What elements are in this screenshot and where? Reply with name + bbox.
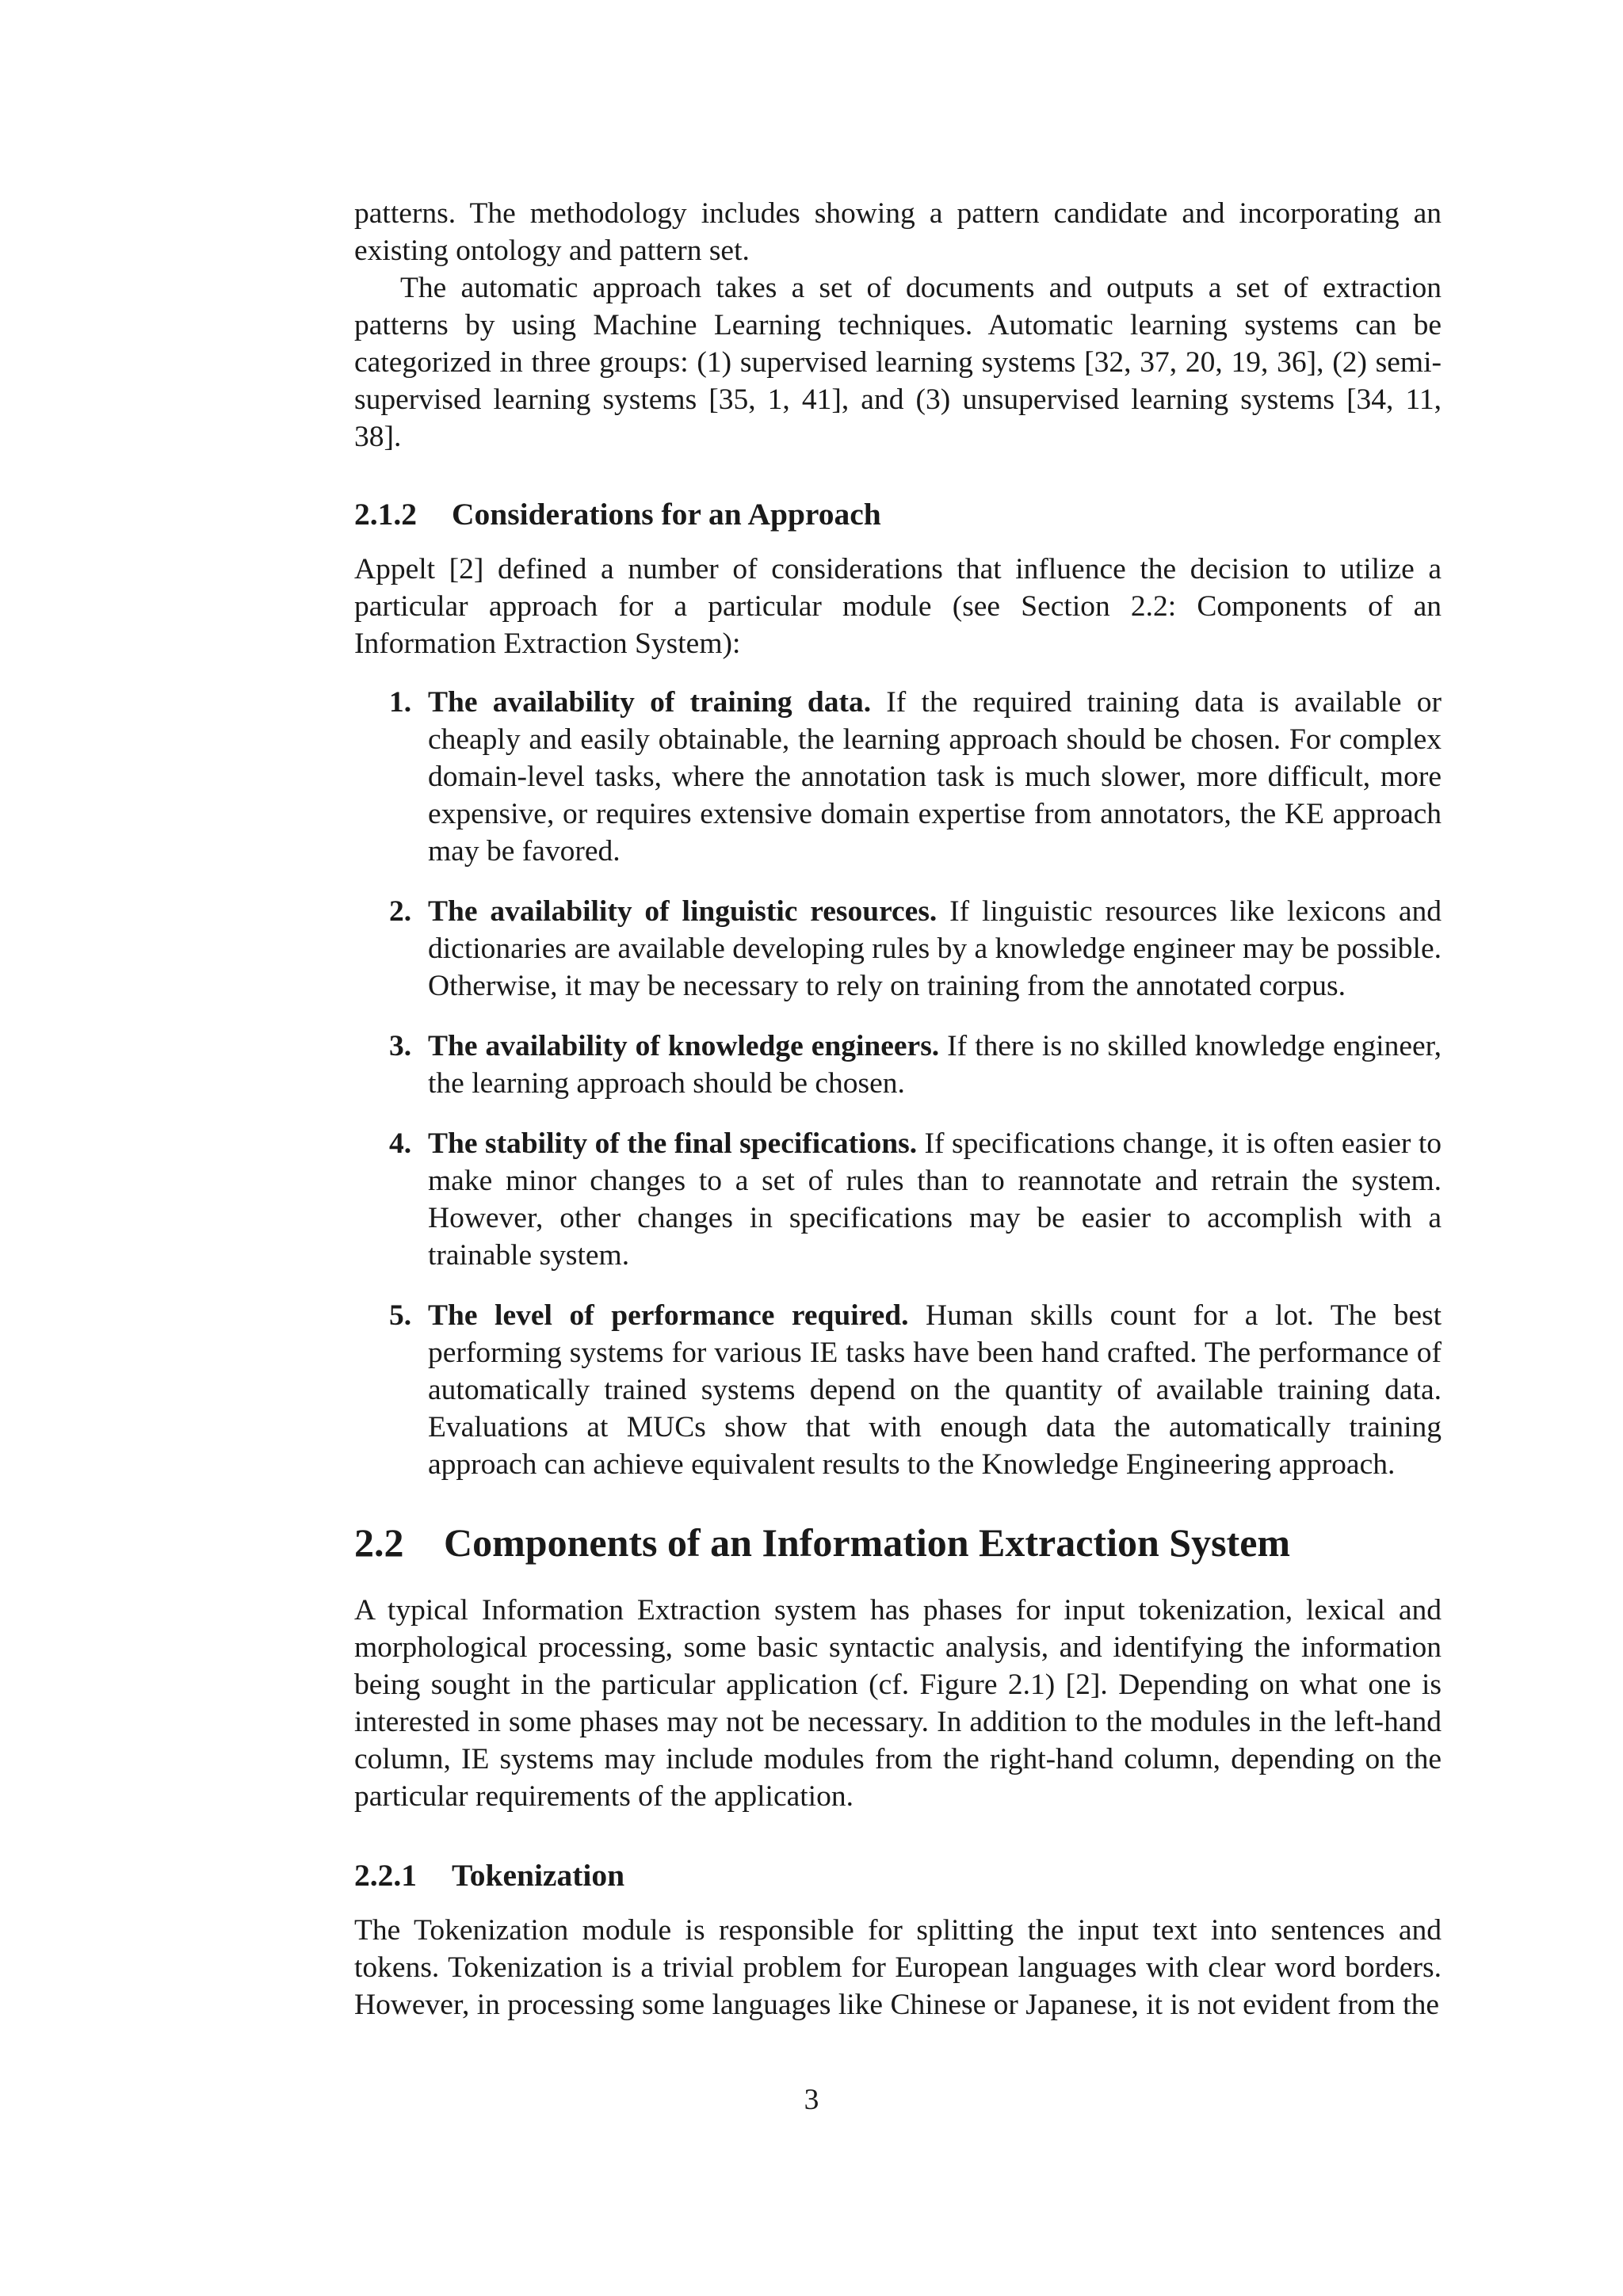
page-number: 3 bbox=[804, 2084, 819, 2116]
list-item bbox=[354, 1028, 1442, 1102]
subsection-title: Tokenization bbox=[452, 1858, 625, 1893]
intro-paragraph-2: The automatic approach takes a set of documents and outputs a set of extraction patterns by using Machine Learning techniques. Automatic learning systems can be categorized in three groups: (1) supervised learning systems [32, 37, 20, 19, 36], (2) semi-supervised learning systems [35, 1, 41], and (3) unsupervised learning systems [34, 11, 38]. bbox=[354, 272, 1442, 453]
list-item-heading: The stability of the final specifications. bbox=[428, 1127, 918, 1160]
list-item-text: Human skills count for a lot. The best performing systems for various IE tasks have been hand crafted. The performance of automatically trained systems depend on the quantity of available training data. Evaluations at MUCs show that with enough data the automatically training approach can achieve equivalent results to the Knowledge Engineering approach. bbox=[428, 1299, 1442, 1481]
list-item-heading: The availability of training data. bbox=[428, 686, 872, 719]
section-title: Components of an Information Extraction System bbox=[444, 1520, 1291, 1565]
list-item bbox=[354, 1125, 1442, 1274]
subsection-number: 2.1.2 bbox=[354, 497, 417, 532]
list-item-text: If the required training data is available or cheaply and easily obtainable, the learning approach should be chosen. For complex domain-level tasks, where the annotation task is much slower, more difficult, more expensive, or requires extensive domain expertise from annotators, the KE approach may be favored. bbox=[428, 686, 1442, 868]
considerations-list bbox=[354, 684, 1442, 1483]
list-item-number: 5. bbox=[389, 1299, 412, 1332]
list-item-heading: The availability of linguistic resources. bbox=[428, 895, 938, 928]
list-item bbox=[354, 893, 1442, 1005]
page-body bbox=[354, 195, 1442, 2023]
section-heading-2-2 bbox=[354, 1519, 1442, 1566]
components-paragraph: A typical Information Extraction system has phases for input tokenization, lexical and morphological processing, some basic syntactic analysis, and identifying the information being sought in the particular application (cf. Figure 2.1) [2]. Depending on what one is interested in some phases may not be necessary. In addition to the modules in the left-hand column, IE systems may include modules from the right-hand column, depending on the particular requirements of the application. bbox=[354, 1594, 1442, 1813]
subsection-heading-2-2-1 bbox=[354, 1856, 1442, 1894]
list-item-number: 3. bbox=[389, 1030, 412, 1062]
list-item-heading: The availability of knowledge engineers. bbox=[428, 1030, 940, 1062]
list-item-text: If linguistic resources like lexicons and dictionaries are available developing rules by a knowledge engineer may be possible. Otherwise, it may be necessary to rely on training from the annotated corpus. bbox=[428, 895, 1442, 1002]
section-number: 2.2 bbox=[354, 1520, 404, 1565]
list-item-number: 1. bbox=[389, 686, 412, 719]
intro-paragraph-1: patterns. The methodology includes showing a pattern candidate and incorporating an existing ontology and pattern set. bbox=[354, 197, 1442, 267]
list-item-number: 2. bbox=[389, 895, 412, 928]
list-item-number: 4. bbox=[389, 1127, 412, 1160]
tokenization-paragraph: The Tokenization module is responsible for splitting the input text into sentences and tokens. Tokenization is a trivial problem for European languages with clear word borders. However, in processing some languages like Chinese or Japanese, it is not evident from the bbox=[354, 1914, 1442, 2021]
list-item bbox=[354, 1297, 1442, 1483]
list-item-heading: The level of performance required. bbox=[428, 1299, 909, 1332]
subsection-heading-2-1-2 bbox=[354, 495, 1442, 533]
list-item-text: If there is no skilled knowledge engineer, the learning approach should be chosen. bbox=[428, 1030, 1442, 1100]
subsection-title: Considerations for an Approach bbox=[452, 497, 881, 532]
subsection-number: 2.2.1 bbox=[354, 1858, 417, 1893]
considerations-intro-paragraph: Appelt [2] defined a number of considerations that influence the decision to utilize a particular approach for a particular module (see Section 2.2: Components of an Information Extraction System): bbox=[354, 553, 1442, 660]
list-item bbox=[354, 684, 1442, 870]
list-item-text: If specifications change, it is often easier to make minor changes to a set of rules than to reannotate and retrain the system. However, other changes in specifications may be easier to accomplish with a trainable system. bbox=[428, 1127, 1442, 1272]
